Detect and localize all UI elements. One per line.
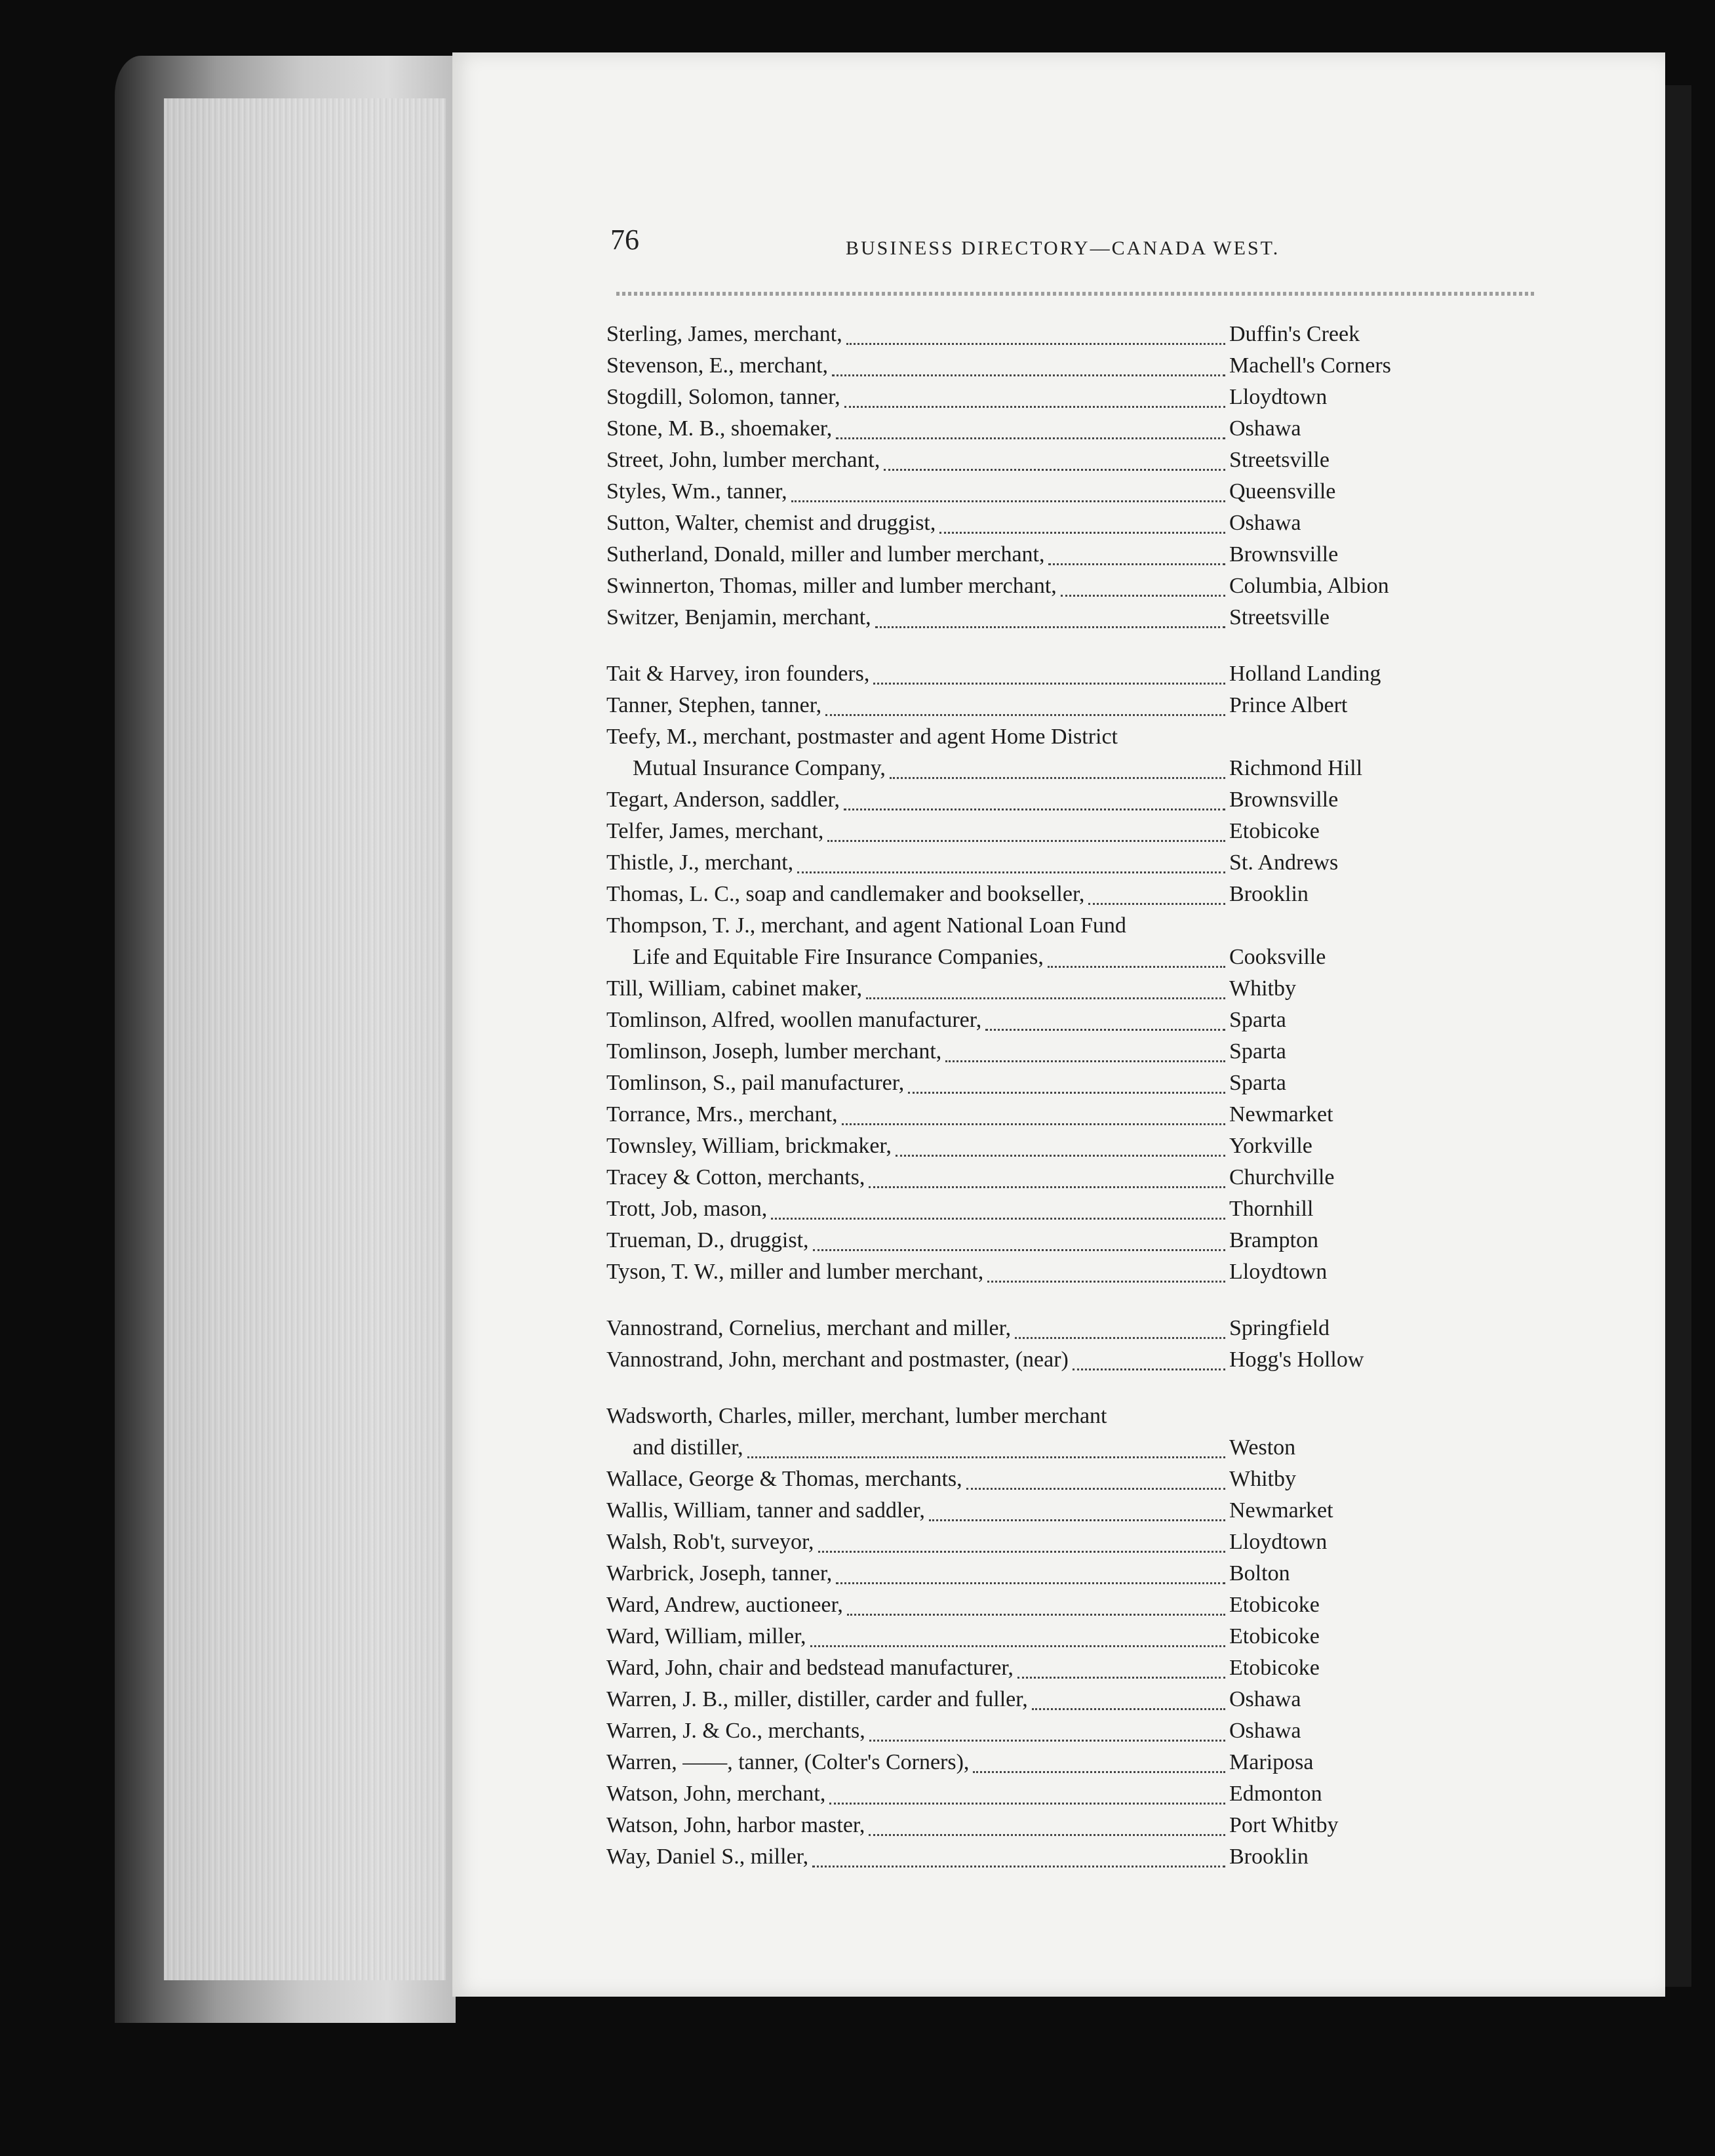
dot-leader bbox=[813, 1240, 1225, 1251]
directory-entry bbox=[606, 847, 1439, 879]
entry-name: Styles, Wm., tanner, bbox=[606, 479, 787, 504]
entry-place: Cooksville bbox=[1229, 945, 1326, 969]
entry-name: Stogdill, Solomon, tanner, bbox=[606, 385, 840, 409]
entry-name: Telfer, James, merchant, bbox=[606, 819, 824, 843]
entry-place: Streetsville bbox=[1229, 448, 1330, 472]
entry-name: Townsley, William, brickmaker, bbox=[606, 1134, 892, 1158]
directory-entry bbox=[606, 539, 1439, 570]
dot-leader bbox=[939, 523, 1225, 534]
entry-name: Tomlinson, Joseph, lumber merchant, bbox=[606, 1039, 942, 1064]
dot-leader bbox=[873, 673, 1225, 685]
header-rule bbox=[616, 292, 1534, 296]
dot-leader bbox=[908, 1083, 1225, 1094]
entry-place: Sparta bbox=[1229, 1071, 1286, 1095]
directory-entry bbox=[606, 1193, 1439, 1225]
entry-name: Vannostrand, John, merchant and postmaster, (near) bbox=[606, 1348, 1069, 1372]
entry-name: Life and Equitable Fire Insurance Companies, bbox=[633, 945, 1044, 969]
dot-leader bbox=[1048, 554, 1225, 565]
dot-leader bbox=[929, 1510, 1225, 1521]
directory-entry bbox=[606, 784, 1439, 816]
dot-leader bbox=[896, 1146, 1225, 1157]
dot-leader bbox=[875, 617, 1225, 628]
dot-leader bbox=[869, 1730, 1225, 1742]
dot-leader bbox=[844, 799, 1225, 810]
entry-name: Tanner, Stephen, tanner, bbox=[606, 693, 822, 717]
dot-leader bbox=[1017, 1667, 1225, 1679]
entry-place: Machell's Corners bbox=[1229, 353, 1391, 378]
dot-leader bbox=[847, 1605, 1225, 1616]
directory-entry bbox=[606, 319, 1439, 350]
entry-place: Richmond Hill bbox=[1229, 756, 1363, 780]
entry-place: Brooklin bbox=[1229, 882, 1309, 906]
entry-place: Queensville bbox=[1229, 479, 1336, 504]
entry-name: Till, William, cabinet maker, bbox=[606, 976, 863, 1001]
entry-place: Yorkville bbox=[1229, 1134, 1312, 1158]
entry-name: Wallace, George & Thomas, merchants, bbox=[606, 1467, 962, 1491]
directory-entry bbox=[606, 1036, 1439, 1068]
dot-leader bbox=[842, 1114, 1225, 1125]
facing-page-edge bbox=[1665, 85, 1691, 1987]
entry-name: Walsh, Rob't, surveyor, bbox=[606, 1530, 814, 1554]
entry-name: Street, John, lumber merchant, bbox=[606, 448, 880, 472]
directory-entry bbox=[606, 1401, 1439, 1432]
entry-place: Sparta bbox=[1229, 1039, 1286, 1064]
dot-leader bbox=[836, 428, 1225, 439]
entry-place: Brownsville bbox=[1229, 788, 1339, 812]
dot-leader bbox=[1048, 957, 1225, 968]
directory-entry bbox=[606, 445, 1439, 476]
dot-leader bbox=[973, 1762, 1225, 1773]
book-page-edges-texture bbox=[164, 98, 446, 1980]
dot-leader bbox=[869, 1825, 1225, 1836]
entry-place: Brampton bbox=[1229, 1228, 1318, 1252]
dot-leader bbox=[797, 862, 1225, 873]
dot-leader bbox=[844, 397, 1225, 408]
entry-name: Thompson, T. J., merchant, and agent National Loan Fund bbox=[606, 913, 1126, 938]
entry-place: Sparta bbox=[1229, 1008, 1286, 1032]
entry-place: Mariposa bbox=[1229, 1750, 1314, 1774]
directory-entry bbox=[606, 1432, 1439, 1464]
entry-place: Lloydtown bbox=[1229, 1530, 1328, 1554]
entry-place: Lloydtown bbox=[1229, 385, 1328, 409]
entry-name: Tait & Harvey, iron founders, bbox=[606, 662, 870, 686]
directory-entry bbox=[606, 602, 1439, 633]
directory-entry bbox=[606, 753, 1439, 784]
dot-leader bbox=[869, 1177, 1225, 1188]
directory-entry bbox=[606, 476, 1439, 508]
entry-name: Ward, John, chair and bedstead manufacturer, bbox=[606, 1656, 1014, 1680]
entry-place: St. Andrews bbox=[1229, 850, 1339, 875]
entry-name: Sutton, Walter, chemist and druggist, bbox=[606, 511, 936, 535]
entry-name: Watson, John, harbor master, bbox=[606, 1813, 865, 1837]
entry-place: Newmarket bbox=[1229, 1498, 1333, 1523]
entry-place: Whitby bbox=[1229, 976, 1296, 1001]
entry-place: Weston bbox=[1229, 1435, 1296, 1460]
entry-place: Oshawa bbox=[1229, 1687, 1301, 1711]
directory-entry bbox=[606, 1810, 1439, 1841]
dot-leader bbox=[771, 1208, 1225, 1220]
entry-place: Prince Albert bbox=[1229, 693, 1348, 717]
entry-name: Teefy, M., merchant, postmaster and agent Home District bbox=[606, 725, 1118, 749]
directory-entry bbox=[606, 1313, 1439, 1344]
entry-name: Stevenson, E., merchant, bbox=[606, 353, 829, 378]
directory-entry bbox=[606, 1621, 1439, 1652]
entry-name: Wadsworth, Charles, miller, merchant, lumber merchant bbox=[606, 1404, 1107, 1428]
dot-leader bbox=[791, 491, 1225, 502]
directory-entry bbox=[606, 1005, 1439, 1036]
dot-leader bbox=[818, 1542, 1226, 1553]
directory-entry bbox=[606, 1652, 1439, 1684]
entry-name: Sutherland, Donald, miller and lumber merchant, bbox=[606, 542, 1045, 567]
dot-leader bbox=[1015, 1328, 1225, 1339]
entry-name: Warbrick, Joseph, tanner, bbox=[606, 1561, 833, 1586]
entry-place: Newmarket bbox=[1229, 1102, 1333, 1127]
entry-name: Wallis, William, tanner and saddler, bbox=[606, 1498, 925, 1523]
directory-entries bbox=[606, 319, 1439, 1873]
dot-leader bbox=[747, 1447, 1225, 1458]
entry-place: Churchville bbox=[1229, 1165, 1335, 1189]
dot-leader bbox=[825, 705, 1225, 716]
entry-name: Swinnerton, Thomas, miller and lumber merchant, bbox=[606, 574, 1057, 598]
dot-leader bbox=[985, 1020, 1225, 1031]
directory-entry bbox=[606, 942, 1439, 973]
dot-leader bbox=[1032, 1699, 1225, 1710]
entry-place: Whitby bbox=[1229, 1467, 1296, 1491]
directory-entry bbox=[606, 1162, 1439, 1193]
entry-name: Trueman, D., druggist, bbox=[606, 1228, 809, 1252]
entry-name: Way, Daniel S., miller, bbox=[606, 1845, 809, 1869]
entry-name: Thistle, J., merchant, bbox=[606, 850, 794, 875]
entry-name: Warren, J. B., miller, distiller, carder and fuller, bbox=[606, 1687, 1028, 1711]
entry-place: Etobicoke bbox=[1229, 1656, 1320, 1680]
entry-name: Ward, Andrew, auctioneer, bbox=[606, 1593, 843, 1617]
directory-entry bbox=[606, 1344, 1439, 1376]
entry-place: Brooklin bbox=[1229, 1845, 1309, 1869]
directory-entry bbox=[606, 721, 1439, 753]
page-number: 76 bbox=[610, 224, 639, 256]
entry-place: Brownsville bbox=[1229, 542, 1339, 567]
entry-place: Holland Landing bbox=[1229, 662, 1381, 686]
directory-entry bbox=[606, 1130, 1439, 1162]
dot-leader bbox=[836, 1573, 1225, 1584]
entry-name: Watson, John, merchant, bbox=[606, 1782, 826, 1806]
directory-entry bbox=[606, 1747, 1439, 1778]
entry-name: Stone, M. B., shoemaker, bbox=[606, 416, 833, 441]
dot-leader bbox=[866, 988, 1225, 999]
entry-name: Tracey & Cotton, merchants, bbox=[606, 1165, 865, 1189]
entry-name: Trott, Job, mason, bbox=[606, 1197, 768, 1221]
directory-entry bbox=[606, 1684, 1439, 1715]
dot-leader bbox=[966, 1479, 1225, 1490]
directory-entry bbox=[606, 1527, 1439, 1558]
directory-entry bbox=[606, 879, 1439, 910]
entry-name: Vannostrand, Cornelius, merchant and miller, bbox=[606, 1316, 1012, 1340]
directory-entry bbox=[606, 413, 1439, 445]
directory-entry bbox=[606, 1841, 1439, 1873]
directory-entry bbox=[606, 570, 1439, 602]
directory-entry bbox=[606, 382, 1439, 413]
entry-name: Ward, William, miller, bbox=[606, 1624, 806, 1648]
directory-entry bbox=[606, 1558, 1439, 1589]
dot-leader bbox=[945, 1051, 1225, 1062]
dot-leader bbox=[1061, 586, 1225, 597]
dot-leader bbox=[1088, 894, 1225, 905]
directory-entry bbox=[606, 350, 1439, 382]
directory-entry bbox=[606, 1068, 1439, 1099]
directory-entry bbox=[606, 1099, 1439, 1130]
dot-leader bbox=[812, 1856, 1225, 1867]
dot-leader bbox=[987, 1271, 1225, 1283]
entry-place: Hogg's Hollow bbox=[1229, 1348, 1364, 1372]
directory-entry bbox=[606, 1589, 1439, 1621]
directory-entry bbox=[606, 508, 1439, 539]
entry-name: Torrance, Mrs., merchant, bbox=[606, 1102, 838, 1127]
entry-name: Tomlinson, Alfred, woollen manufacturer, bbox=[606, 1008, 982, 1032]
directory-entry bbox=[606, 1778, 1439, 1810]
directory-entry bbox=[606, 973, 1439, 1005]
entry-place: Columbia, Albion bbox=[1229, 574, 1389, 598]
entry-place: Etobicoke bbox=[1229, 819, 1320, 843]
entry-name: Warren, ——, tanner, (Colter's Corners), bbox=[606, 1750, 970, 1774]
directory-entry bbox=[606, 1715, 1439, 1747]
directory-entry bbox=[606, 910, 1439, 942]
entry-place: Oshawa bbox=[1229, 416, 1301, 441]
entry-place: Thornhill bbox=[1229, 1197, 1314, 1221]
directory-entry bbox=[606, 690, 1439, 721]
entry-name: and distiller, bbox=[633, 1435, 743, 1460]
entry-place: Port Whitby bbox=[1229, 1813, 1339, 1837]
entry-name: Tegart, Anderson, saddler, bbox=[606, 788, 840, 812]
entry-name: Switzer, Benjamin, merchant, bbox=[606, 605, 871, 629]
entry-place: Duffin's Creek bbox=[1229, 322, 1360, 346]
entry-name: Sterling, James, merchant, bbox=[606, 322, 842, 346]
dot-leader bbox=[810, 1636, 1225, 1647]
directory-entry bbox=[606, 1225, 1439, 1256]
dot-leader bbox=[884, 460, 1225, 471]
entry-place: Oshawa bbox=[1229, 511, 1301, 535]
entry-place: Bolton bbox=[1229, 1561, 1290, 1586]
entry-name: Mutual Insurance Company, bbox=[633, 756, 886, 780]
dot-leader bbox=[829, 1793, 1225, 1805]
entry-place: Etobicoke bbox=[1229, 1624, 1320, 1648]
directory-entry bbox=[606, 1495, 1439, 1527]
entry-name: Tomlinson, S., pail manufacturer, bbox=[606, 1071, 905, 1095]
dot-leader bbox=[832, 365, 1225, 376]
entry-name: Tyson, T. W., miller and lumber merchant, bbox=[606, 1260, 984, 1284]
running-head: BUSINESS DIRECTORY—CANADA WEST. bbox=[846, 237, 1280, 259]
directory-entry bbox=[606, 658, 1439, 690]
entry-name: Warren, J. & Co., merchants, bbox=[606, 1719, 865, 1743]
directory-entry bbox=[606, 816, 1439, 847]
dot-leader bbox=[1073, 1359, 1225, 1370]
directory-entry bbox=[606, 1256, 1439, 1288]
dot-leader bbox=[890, 768, 1225, 779]
entry-place: Edmonton bbox=[1229, 1782, 1322, 1806]
entry-place: Etobicoke bbox=[1229, 1593, 1320, 1617]
dot-leader bbox=[846, 334, 1225, 345]
entry-place: Lloydtown bbox=[1229, 1260, 1328, 1284]
entry-place: Streetsville bbox=[1229, 605, 1330, 629]
entry-place: Oshawa bbox=[1229, 1719, 1301, 1743]
directory-entry bbox=[606, 1464, 1439, 1495]
dot-leader bbox=[827, 831, 1225, 842]
entry-place: Springfield bbox=[1229, 1316, 1330, 1340]
entry-name: Thomas, L. C., soap and candlemaker and bookseller, bbox=[606, 882, 1085, 906]
